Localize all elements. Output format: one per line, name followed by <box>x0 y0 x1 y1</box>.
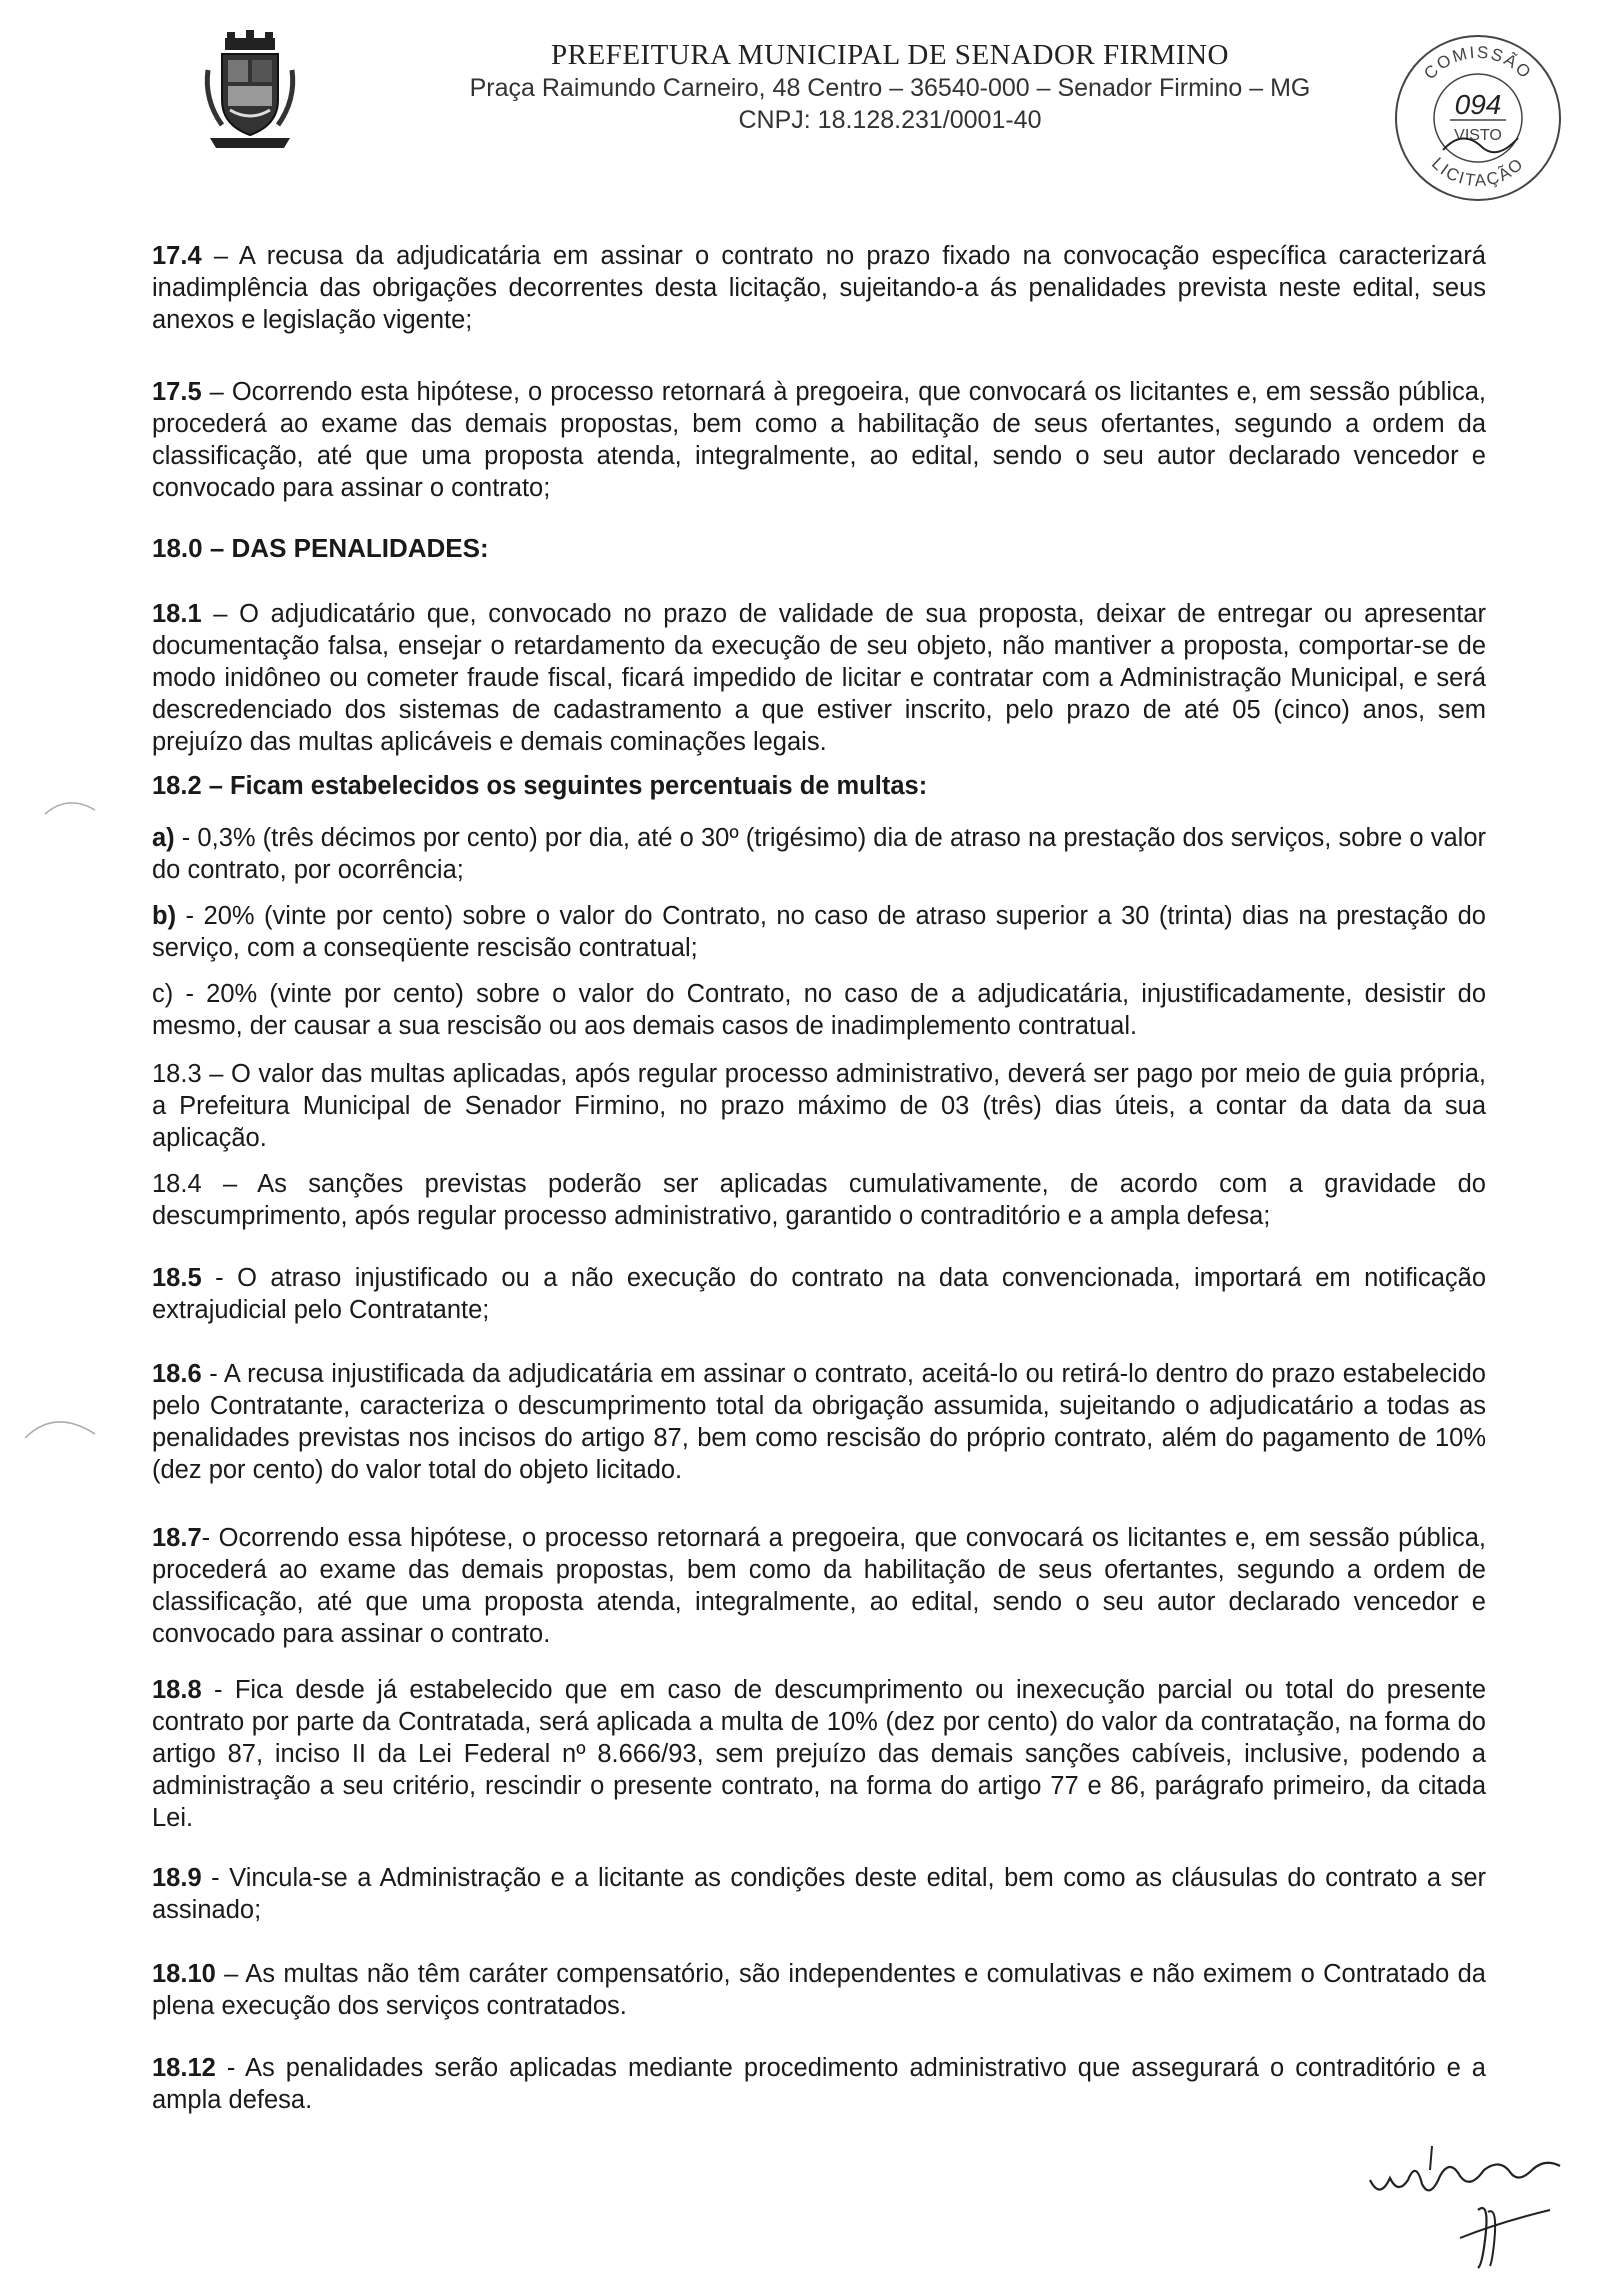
letterhead <box>380 38 1400 136</box>
svg-text:LICITAÇÃO <box>1428 154 1528 191</box>
section-heading-penalidades: 18.0 – DAS PENALIDADES: <box>152 533 489 563</box>
clause-18-9: 18.9 - Vincula-se a Administração e a licitante as condições deste edital, bem como as cláusulas do contrato a ser assinado; <box>152 1864 1486 1924</box>
punch-hole-mark <box>20 1410 100 1444</box>
clause-17-5: 17.5 – Ocorrendo esta hipótese, o processo retornará à pregoeira, que convocará os licitantes e, em sessão pública, procederá ao exame das demais propostas, bem como a habilitação de seus ofertantes, segundo a ordem da classificação, até que uma proposta atenda, integralmente, ao edital, sendo o seu autor declarado vencedor e convocado para assinar o contrato; <box>152 378 1486 502</box>
clause-18-3: 18.3 – O valor das multas aplicadas, após regular processo administrativo, deverá ser pago por meio de guia própria, a Prefeitura Municipal de Senador Firmino, no prazo máximo de 03 (três) dias úteis, a contar da data da sua aplicação. <box>152 1060 1486 1152</box>
stamp-number: 094 <box>1454 89 1502 120</box>
clause-18-8: 18.8 - Fica desde já estabelecido que em caso de descumprimento ou inexecução parcial ou total do presente contrato por parte da Contratada, será aplicada a multa de 10% (dez por cento) do valor da contratação, na forma do artigo 87, inciso II da Lei Federal nº 8.666/93, sem prejuízo das demais sanções cabíveis, inclusive, podendo a administração a seu critério, rescindir o presente contrato, na forma do artigo 77 e 86, parágrafo primeiro, da citada Lei. <box>152 1676 1486 1832</box>
clause-18-10: 18.10 – As multas não têm caráter compensatório, são independentes e comulativas e não eximem o Contratado da plena execução dos serviços contratados. <box>152 1960 1486 2020</box>
clause-18-2: 18.2 – Ficam estabelecidos os seguintes percentuais de multas: <box>152 772 928 800</box>
stamp-top-text: COMISSÃO <box>1420 42 1536 84</box>
letterhead-address: Praça Raimundo Carneiro, 48 Centro – 36540-000 – Senador Firmino – MG <box>469 74 1311 102</box>
clause-18-6: 18.6 - A recusa injustificada da adjudicatária em assinar o contrato, aceitá-lo ou retirá-lo dentro do prazo estabelecido pelo Contratante, caracteriza o descumprimento total da obrigação assumida, sujeitando o adjudicatário a todas as penalidades previstas nos incisos do artigo 87, bem como rescisão do próprio contrato, além do pagamento de 10% (dez por cento) do valor total do objeto licitado. <box>152 1360 1486 1484</box>
handwritten-signature <box>1360 2140 1580 2270</box>
stamp-middle-text: VISTO <box>1454 127 1502 144</box>
clause-17-4: 17.4 – A recusa da adjudicatária em assinar o contrato no prazo fixado na convocação específica caracterizará inadimplência das obrigações decorrentes desta licitação, sujeitando-a ás penalidades prevista neste edital, seus anexos e legislação vigente; <box>152 242 1486 334</box>
clause-18-5: 18.5 - O atraso injustificado ou a não execução do contrato na data convencionada, importará em notificação extrajudicial pelo Contratante; <box>152 1264 1486 1324</box>
municipal-crest-logo <box>200 30 300 155</box>
commission-stamp <box>1388 28 1568 208</box>
clause-18-1: 18.1 – O adjudicatário que, convocado no prazo de validade de sua proposta, deixar de entregar ou apresentar documentação falsa, ensejar o retardamento da execução de seu objeto, não mantiver a proposta, comportar-se de modo inidôneo ou cometer fraude fiscal, ficará impedido de licitar e contratar com a Administração Municipal, e será descredenciado dos sistemas de cadastramento a que estiver inscrito, pelo prazo de até 05 (cinco) anos, sem prejuízo das multas aplicáveis e demais cominações legais. <box>152 600 1486 756</box>
clause-item-c: c) - 20% (vinte por cento) sobre o valor do Contrato, no caso de a adjudicatária, injustificadamente, desistir do mesmo, der causar a sua rescisão ou aos demais casos de inadimplemento contratual. <box>152 980 1486 1040</box>
letterhead-title: PREFEITURA MUNICIPAL DE SENADOR FIRMINO <box>551 39 1229 71</box>
punch-hole-mark <box>40 792 100 822</box>
clause-18-4: 18.4 – As sanções previstas poderão ser aplicadas cumulativamente, de acordo com a gravidade do descumprimento, após regular processo administrativo, garantido o contraditório e a ampla defesa; <box>152 1170 1486 1230</box>
clause-item-b: b) - 20% (vinte por cento) sobre o valor do Contrato, no caso de atraso superior a 30 (trinta) dias na prestação do serviço, com a conseqüente rescisão contratual; <box>152 902 1486 962</box>
clause-18-7: 18.7- Ocorrendo essa hipótese, o processo retornará a pregoeira, que convocará os licitantes e, em sessão pública, procederá ao exame das demais propostas, bem como da habilitação de seus ofertantes, segundo a ordem de classificação, até que uma proposta atenda, integralmente, ao edital, sendo o seu autor declarado vencedor e convocado para assinar o contrato. <box>152 1524 1486 1648</box>
letterhead-cnpj: CNPJ: 18.128.231/0001-40 <box>738 106 1042 134</box>
clause-item-a: a) - 0,3% (três décimos por cento) por dia, até o 30º (trigésimo) dia de atraso na prestação dos serviços, sobre o valor do contrato, por ocorrência; <box>152 824 1486 884</box>
svg-text:COMISSÃO <box>1420 43 1536 83</box>
clause-18-12: 18.12 - As penalidades serão aplicadas mediante procedimento administrativo que assegurará o contraditório e a ampla defesa. <box>152 2054 1486 2114</box>
stamp-bottom-text: LICITAÇÃO <box>1428 153 1529 191</box>
